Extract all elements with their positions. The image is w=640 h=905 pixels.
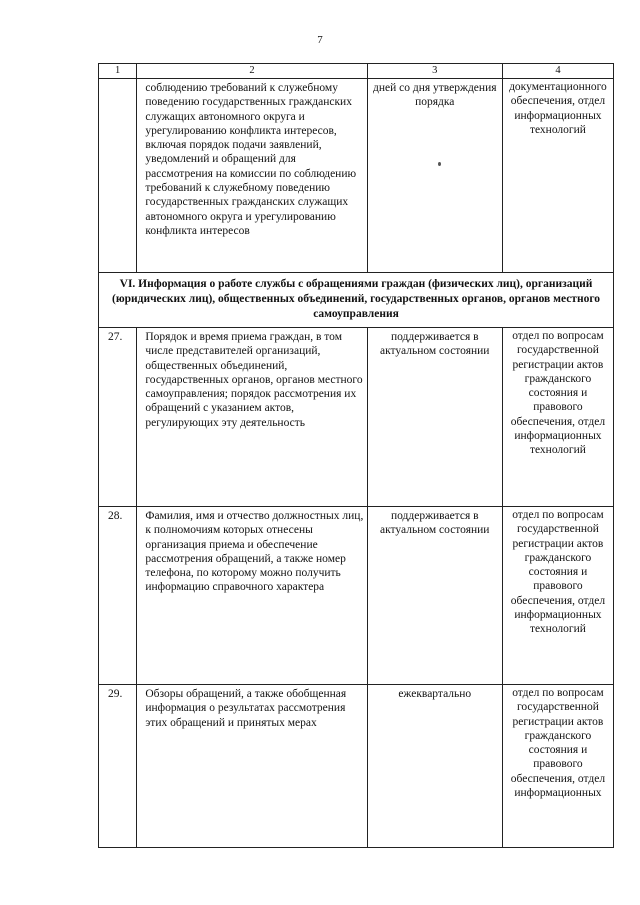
row-description: Порядок и время приема граждан, в том числе представителей организаций, общественных объединений, государственных органов, органов местного самоуправления; порядок рассмотрения их обращений с указанием актов, регулирующих эту деятельность [137,328,367,507]
row-number: 27. [99,328,137,507]
section-header-row [99,273,614,328]
row-responsible: документационного обеспечения, отдел информационных технологий [502,79,613,273]
table-row [99,328,614,507]
table-row-continuation [99,79,614,273]
row-term-text: дней со дня утверждения порядка [372,82,497,109]
column-number: 3 [367,64,502,79]
column-number: 4 [502,64,613,79]
row-number: 28. [99,507,137,685]
row-term: поддерживается в актуальном состоянии [367,507,502,685]
column-number: 2 [137,64,367,79]
table-row [99,685,614,848]
table-row [99,507,614,685]
row-responsible: отдел по вопросам государственной регистрации актов гражданского состояния и правового обеспечения, отдел информационных технологий [502,507,613,685]
section-title: VI. Информация о работе службы с обращениями граждан (физических лиц), организаций (юридических лиц), общественных объединений, государственных органов, органов местного самоуправления [99,273,614,328]
column-number-row [99,64,614,79]
row-term: поддерживается в актуальном состоянии [367,328,502,507]
column-number: 1 [99,64,137,79]
information-table [98,63,614,848]
row-term: ежеквартально [367,685,502,848]
page-number: 7 [317,34,323,46]
row-responsible: отдел по вопросам государственной регистрации актов гражданского состояния и правового обеспечения, отдел информационных [502,685,613,848]
row-description: соблюдению требований к служебному поведению государственных гражданских служащих автономного округа и урегулированию конфликта интересов, включая порядок подачи заявлений, уведомлений и обращений для рассмотрения на комиссии по соблюдению требований к служебному поведению государственных гражданских служащих автономного округа и урегулированию конфликта интересов [137,79,367,273]
row-responsible: отдел по вопросам государственной регистрации актов гражданского состояния и правового обеспечения, отдел информационных технологий [502,328,613,507]
row-term [367,79,502,273]
row-number: 29. [99,685,137,848]
row-number [99,79,137,273]
stray-mark [438,162,441,166]
row-description: Обзоры обращений, а также обобщенная информация о результатах рассмотрения этих обращений и принятых мерах [137,685,367,848]
row-description: Фамилия, имя и отчество должностных лиц, к полномочиям которых отнесены организация приема и обеспечение рассмотрения обращений, а также номер телефона, по которому можно получить информацию справочного характера [137,507,367,685]
